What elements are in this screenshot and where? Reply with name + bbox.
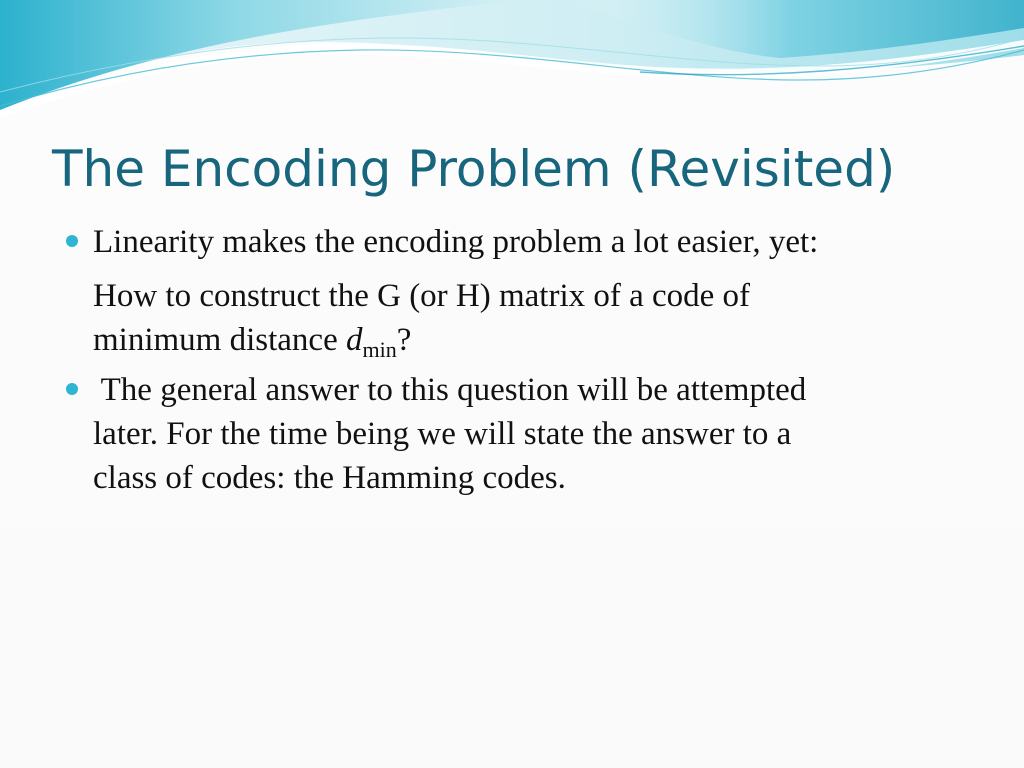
bullet-dot-icon	[66, 383, 78, 395]
bullet-text: later. For the time being we will state the answer to a	[93, 416, 792, 452]
bullet-text: Linearity makes the encoding problem a lot easier, yet:	[93, 224, 819, 260]
math-subscript: min	[362, 337, 397, 362]
text-span: minimum distance	[93, 322, 346, 358]
text-span: ?	[396, 322, 412, 358]
bullet-subparagraph	[93, 274, 980, 362]
bullet-text	[93, 318, 980, 362]
bullet-text: The general answer to this question will be attempted	[93, 372, 807, 408]
bullet-item	[60, 368, 980, 500]
bullet-item	[60, 220, 980, 362]
bullet-text: class of codes: the Hamming codes.	[93, 460, 566, 496]
math-variable: d	[345, 322, 363, 358]
slide-title: The Encoding Problem (Revisited)	[52, 140, 896, 198]
decorative-wave-header	[0, 0, 1024, 130]
bullet-dot-icon	[66, 235, 78, 247]
bullet-text: How to construct the G (or H) matrix of a code of	[93, 278, 751, 314]
bullet-list	[60, 220, 980, 500]
